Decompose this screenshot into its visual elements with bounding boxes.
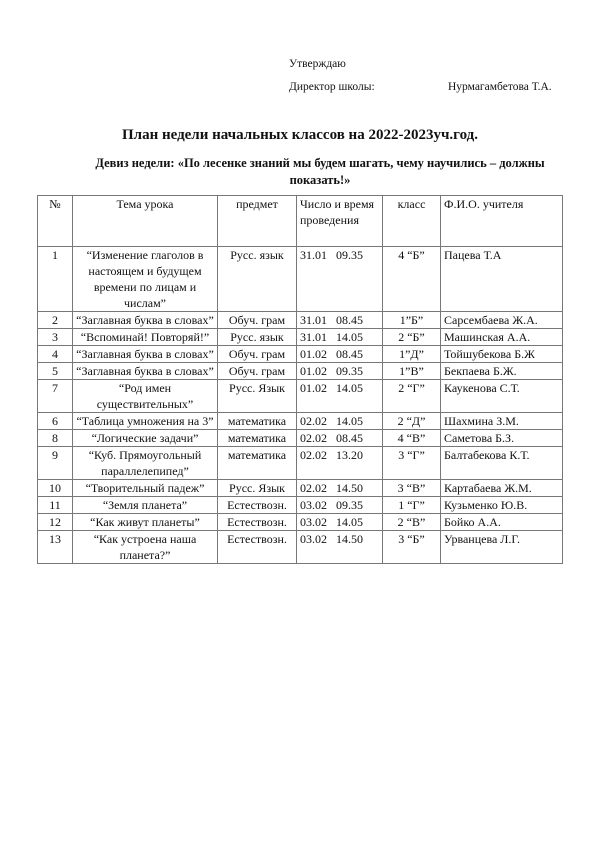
lesson-subject: Естествозн. (218, 514, 297, 531)
table-row (38, 363, 563, 380)
lesson-topic: “Куб. Прямоугольный параллелепипед” (73, 447, 218, 480)
lesson-datetime (297, 346, 383, 363)
class-name: 4 “В” (383, 430, 441, 447)
row-number: 8 (38, 430, 73, 447)
header-teacher: Ф.И.О. учителя (441, 196, 563, 247)
lesson-date: 01.02 (300, 381, 327, 395)
table-row (38, 329, 563, 346)
lesson-date: 31.01 (300, 248, 327, 262)
lesson-datetime (297, 247, 383, 312)
lesson-date: 03.02 (300, 532, 327, 546)
lesson-topic: “Заглавная буква в словах” (73, 363, 218, 380)
lesson-subject: математика (218, 430, 297, 447)
date-time-gap (327, 515, 336, 529)
lesson-time: 14.05 (336, 515, 363, 529)
lesson-date: 02.02 (300, 481, 327, 495)
lesson-datetime (297, 363, 383, 380)
class-name: 1”Б” (383, 312, 441, 329)
date-time-gap (327, 532, 336, 546)
header-datetime: Число и время проведения (297, 196, 383, 247)
lesson-subject: Обуч. грам (218, 312, 297, 329)
table-row (38, 413, 563, 430)
row-number: 9 (38, 447, 73, 480)
lesson-time: 09.35 (336, 498, 363, 512)
lesson-datetime (297, 413, 383, 430)
table-row (38, 430, 563, 447)
lesson-time: 14.05 (336, 414, 363, 428)
lesson-time: 09.35 (336, 364, 363, 378)
row-number: 6 (38, 413, 73, 430)
lesson-time: 08.45 (336, 313, 363, 327)
class-name: 3 “В” (383, 480, 441, 497)
table-header-row (38, 196, 563, 247)
lesson-subject: Русс. язык (218, 247, 297, 312)
director-label: Директор школы: (289, 81, 375, 93)
lesson-datetime (297, 312, 383, 329)
lesson-time: 14.50 (336, 532, 363, 546)
table-row (38, 247, 563, 312)
lesson-date: 01.02 (300, 364, 327, 378)
lesson-datetime (297, 380, 383, 413)
lesson-subject: математика (218, 413, 297, 430)
table-row (38, 346, 563, 363)
week-motto: Девиз недели: «По лесенке знаний мы будем шагать, чему научились – должны показать!» (95, 156, 545, 187)
teacher-name: Балтабекова К.Т. (441, 447, 563, 480)
class-name: 3 “Г” (383, 447, 441, 480)
date-time-gap (327, 381, 336, 395)
lesson-datetime (297, 329, 383, 346)
class-name: 3 “Б” (383, 531, 441, 564)
lesson-datetime (297, 447, 383, 480)
date-time-gap (327, 414, 336, 428)
date-time-gap (327, 330, 336, 344)
date-time-gap (327, 448, 336, 462)
row-number: 13 (38, 531, 73, 564)
lesson-subject: Русс. Язык (218, 480, 297, 497)
header-subject: предмет (218, 196, 297, 247)
lesson-topic: “Творительный падеж” (73, 480, 218, 497)
lesson-subject: Обуч. грам (218, 346, 297, 363)
date-time-gap (327, 431, 336, 445)
lesson-time: 14.05 (336, 330, 363, 344)
lesson-datetime (297, 514, 383, 531)
lesson-time: 08.45 (336, 347, 363, 361)
lesson-datetime (297, 480, 383, 497)
row-number: 4 (38, 346, 73, 363)
row-number: 12 (38, 514, 73, 531)
lesson-datetime (297, 430, 383, 447)
table-row (38, 497, 563, 514)
row-number: 2 (38, 312, 73, 329)
lesson-date: 03.02 (300, 515, 327, 529)
lesson-subject: математика (218, 447, 297, 480)
lesson-time: 14.50 (336, 481, 363, 495)
lesson-subject: Обуч. грам (218, 363, 297, 380)
class-name: 1 “Г” (383, 497, 441, 514)
lesson-time: 14.05 (336, 381, 363, 395)
row-number: 7 (38, 380, 73, 413)
teacher-name: Урванцева Л.Г. (441, 531, 563, 564)
lesson-time: 08.45 (336, 431, 363, 445)
lesson-date: 02.02 (300, 431, 327, 445)
lesson-topic: “Как устроена наша планета?” (73, 531, 218, 564)
lesson-topic: “Заглавная буква в словах” (73, 346, 218, 363)
date-time-gap (327, 498, 336, 512)
row-number: 10 (38, 480, 73, 497)
date-time-gap (327, 313, 336, 327)
lesson-datetime (297, 497, 383, 514)
table-row (38, 514, 563, 531)
row-number: 1 (38, 247, 73, 312)
class-name: 1”Д” (383, 346, 441, 363)
table-row (38, 480, 563, 497)
lesson-time: 09.35 (336, 248, 363, 262)
teacher-name: Машинская А.А. (441, 329, 563, 346)
lesson-plan-table (37, 195, 563, 564)
lesson-subject: Естествозн. (218, 531, 297, 564)
lesson-time: 13.20 (336, 448, 363, 462)
row-number: 11 (38, 497, 73, 514)
table-row (38, 380, 563, 413)
teacher-name: Шахмина З.М. (441, 413, 563, 430)
lesson-topic: “Таблица умножения на 3” (73, 413, 218, 430)
lesson-topic: “Логические задачи” (73, 430, 218, 447)
director-name: Нурмагамбетова Т.А. (448, 81, 552, 93)
date-time-gap (327, 364, 336, 378)
lesson-subject: Естествозн. (218, 497, 297, 514)
teacher-name: Тойшубекова Б.Ж (441, 346, 563, 363)
date-time-gap (327, 481, 336, 495)
class-name: 2 “Б” (383, 329, 441, 346)
lesson-topic: “Вспоминай! Повторяй!” (73, 329, 218, 346)
header-topic: Тема урока (73, 196, 218, 247)
lesson-date: 02.02 (300, 448, 327, 462)
approve-label: Утверждаю (289, 58, 346, 70)
lesson-topic: “Земля планета” (73, 497, 218, 514)
date-time-gap (327, 347, 336, 361)
class-name: 2 “Д” (383, 413, 441, 430)
row-number: 3 (38, 329, 73, 346)
teacher-name: Бойко А.А. (441, 514, 563, 531)
teacher-name: Кузьменко Ю.В. (441, 497, 563, 514)
class-name: 4 “Б” (383, 247, 441, 312)
teacher-name: Саметова Б.З. (441, 430, 563, 447)
teacher-name: Картабаева Ж.М. (441, 480, 563, 497)
date-time-gap (327, 248, 336, 262)
class-name: 2 “Г” (383, 380, 441, 413)
table-row (38, 312, 563, 329)
lesson-topic: “Изменение глаголов в настоящем и будущем времени по лицам и числам” (73, 247, 218, 312)
class-name: 1”В” (383, 363, 441, 380)
document-title: План недели начальных классов на 2022-2023уч.год. (121, 127, 478, 143)
table-row (38, 447, 563, 480)
teacher-name: Бекпаева Б.Ж. (441, 363, 563, 380)
header-no: № (38, 196, 73, 247)
teacher-name: Сарсембаева Ж.А. (441, 312, 563, 329)
lesson-topic: “Род имен существительных” (73, 380, 218, 413)
lesson-date: 02.02 (300, 414, 327, 428)
row-number: 5 (38, 363, 73, 380)
lesson-date: 01.02 (300, 347, 327, 361)
lesson-subject: Русс. язык (218, 329, 297, 346)
lesson-date: 31.01 (300, 313, 327, 327)
table-body (38, 247, 563, 564)
lesson-datetime (297, 531, 383, 564)
table-row (38, 531, 563, 564)
teacher-name: Каукенова С.Т. (441, 380, 563, 413)
lesson-date: 03.02 (300, 498, 327, 512)
lesson-subject: Русс. Язык (218, 380, 297, 413)
lesson-topic: “Заглавная буква в словах” (73, 312, 218, 329)
lesson-date: 31.01 (300, 330, 327, 344)
class-name: 2 “В” (383, 514, 441, 531)
lesson-topic: “Как живут планеты” (73, 514, 218, 531)
teacher-name: Пацева Т.А (441, 247, 563, 312)
header-class: класс (383, 196, 441, 247)
